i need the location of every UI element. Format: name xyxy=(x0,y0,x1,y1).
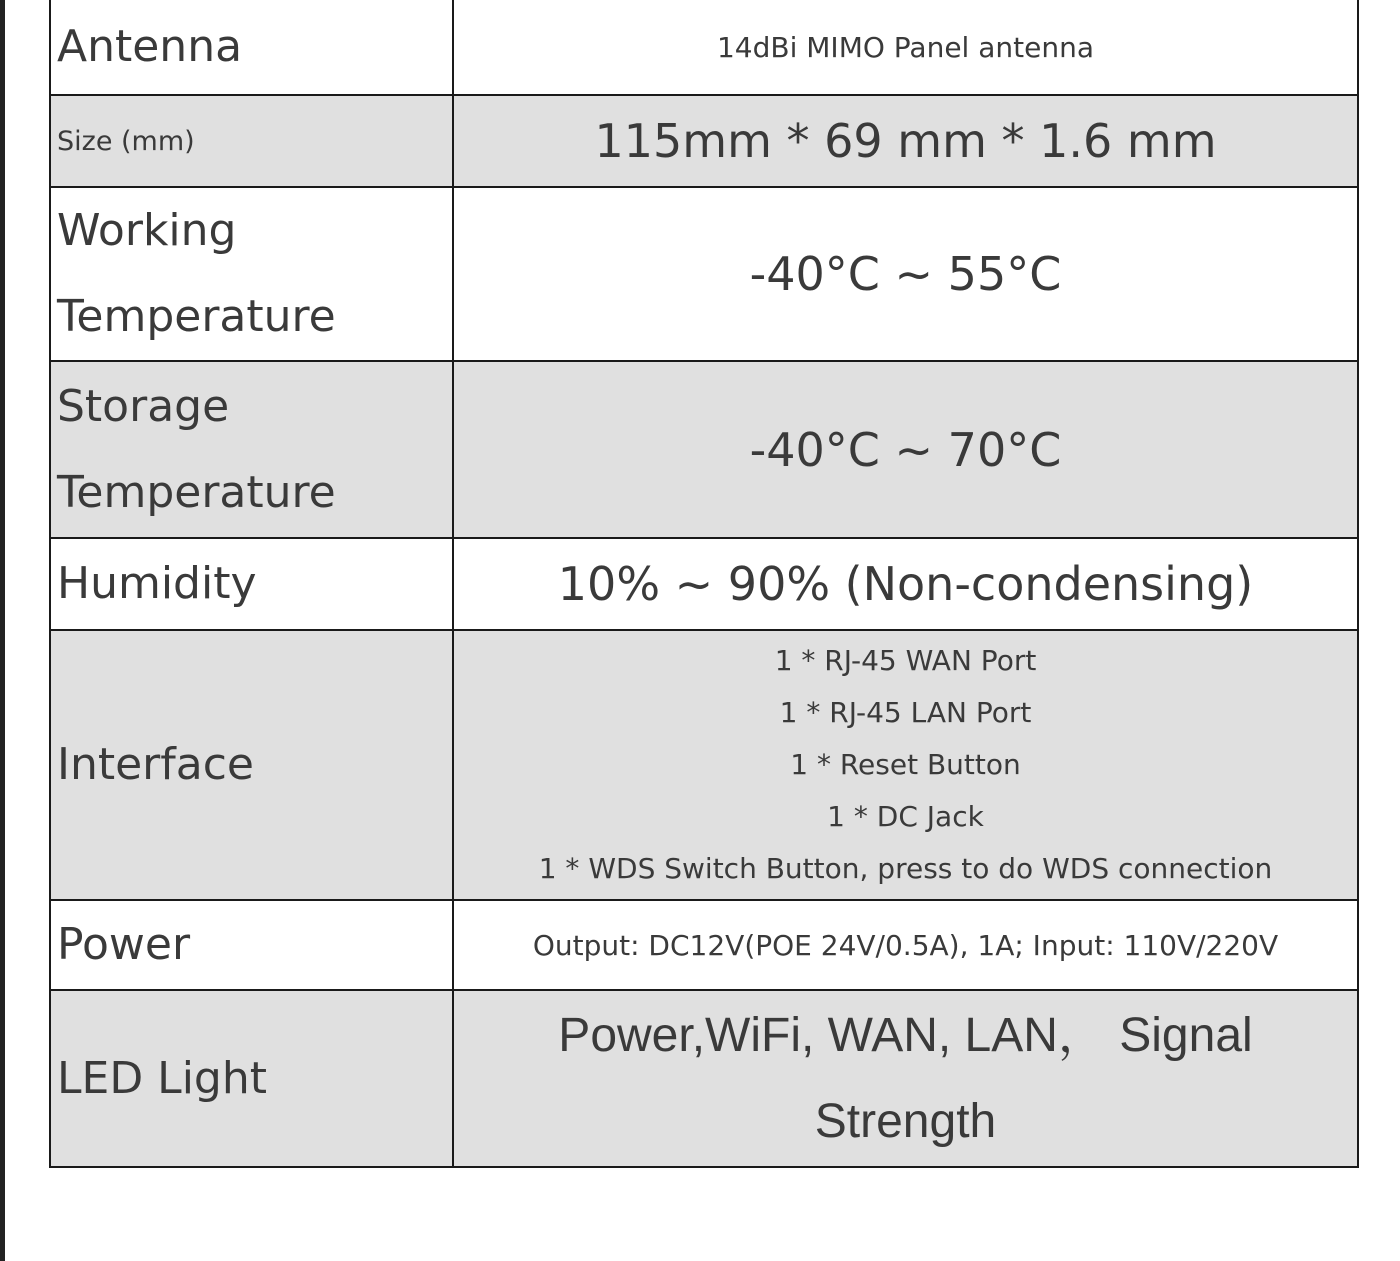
table-row-interface xyxy=(50,630,1358,900)
interface-item: 1 * RJ-45 LAN Port xyxy=(779,696,1032,729)
specifications-table xyxy=(49,0,1359,1168)
table-row-storage-temperature xyxy=(50,361,1358,538)
row-value-antenna: 14dBi MIMO Panel antenna xyxy=(453,0,1358,95)
table-row-led-light xyxy=(50,990,1358,1167)
row-label-power: Power xyxy=(50,900,453,990)
row-label-storage-temperature xyxy=(50,361,453,538)
table-row-power xyxy=(50,900,1358,990)
left-border-rule xyxy=(0,0,5,1261)
label-line: Temperature xyxy=(57,291,336,342)
table-row-working-temperature xyxy=(50,187,1358,361)
table-row-antenna xyxy=(50,0,1358,95)
row-label-size: Size (mm) xyxy=(50,95,453,187)
row-label-humidity: Humidity xyxy=(50,538,453,630)
table-row-size xyxy=(50,95,1358,187)
row-value-power: Output: DC12V(POE 24V/0.5A), 1A; Input: 110V/220V xyxy=(453,900,1358,990)
row-label-interface: Interface xyxy=(50,630,453,900)
row-value-working-temperature: -40°C ~ 55°C xyxy=(453,187,1358,361)
led-line: Power,WiFi, WAN, LAN， Signal xyxy=(558,1008,1253,1062)
interface-item: 1 * WDS Switch Button, press to do WDS connection xyxy=(538,852,1273,885)
interface-item: 1 * DC Jack xyxy=(827,800,984,833)
table-row-humidity xyxy=(50,538,1358,630)
row-value-size: 115mm * 69 mm * 1.6 mm xyxy=(453,95,1358,187)
interface-item: 1 * Reset Button xyxy=(790,748,1021,781)
row-value-interface xyxy=(453,630,1358,900)
led-line: Strength xyxy=(814,1094,997,1148)
row-value-led-light xyxy=(453,990,1358,1167)
label-line: Temperature xyxy=(57,466,336,518)
label-line: Storage xyxy=(57,380,230,432)
row-label-led-light: LED Light xyxy=(50,990,453,1167)
row-label-working-temperature xyxy=(50,187,453,361)
label-line: Working xyxy=(57,205,237,256)
row-label-antenna: Antenna xyxy=(50,0,453,95)
row-value-humidity: 10% ~ 90% (Non-condensing) xyxy=(453,538,1358,630)
row-value-storage-temperature: -40°C ~ 70°C xyxy=(453,361,1358,538)
interface-item: 1 * RJ-45 WAN Port xyxy=(774,644,1037,677)
